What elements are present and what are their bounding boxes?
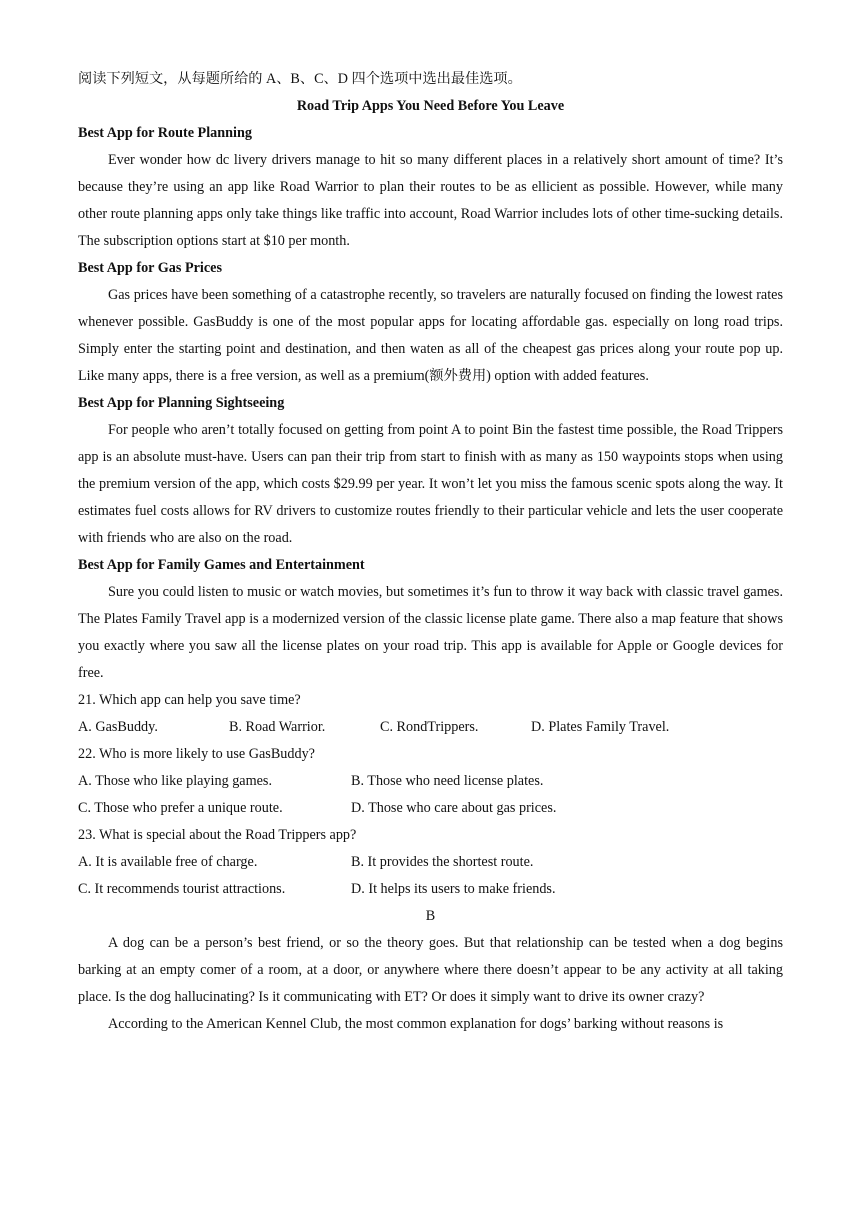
question-22-options-row-2: [78, 795, 783, 822]
section-text-route-planning: Ever wonder how dc livery drivers manage to hit so many different places in a relatively short amount of time? It’s because they’re using an app like Road Warrior to plan their routes to be as ellicient as possible. However, while many other route planning apps only take things like traffic into account, Road Warrior includes lots of other time-sucking details. The subscription options start at $10 per month.: [78, 152, 783, 249]
section-text-family-games: Sure you could listen to music or watch movies, but sometimes it’s fun to throw it way back with classic travel games. The Plates Family Travel app is a modernized version of the classic license plate game. There also a map feature that shows you exactly where you saw all the license plates on your road trip. This app is available for Apple or Google devices for free.: [78, 584, 783, 681]
document-page: [78, 66, 783, 1038]
passage-b-label: B: [425, 908, 436, 924]
question-23-options-row-2: [78, 876, 783, 903]
question-21-option-b: B. Road Warrior.: [229, 719, 326, 735]
question-23-stem: 23. What is special about the Road Trippers app?: [78, 827, 357, 843]
question-23-option-a: A. It is available free of charge.: [78, 854, 258, 870]
question-22-option-b: B. Those who need license plates.: [351, 773, 544, 789]
question-23-options-row-1: [78, 849, 783, 876]
section-text-gas-prices: Gas prices have been something of a catastrophe recently, so travelers are naturally focused on finding the lowest rates whenever possible. GasBuddy is one of the most popular apps for locating affordable gas. especially on long road trips. Simply enter the starting point and destination, and then waten as all of the cheapest gas prices along your route pop up. Like many apps, there is a free version, as well as a premium(额外费用) option with added features.: [78, 287, 783, 384]
section-heading-route-planning: Best App for Route Planning: [78, 125, 252, 141]
question-21-stem: 21. Which app can help you save time?: [78, 692, 301, 708]
question-21-option-c: C. RondTrippers.: [380, 719, 479, 735]
passage-a-title: Road Trip Apps You Need Before You Leave: [296, 98, 565, 114]
question-23-option-c: C. It recommends tourist attractions.: [78, 881, 286, 897]
question-22-option-c: C. Those who prefer a unique route.: [78, 800, 283, 816]
section-text-sightseeing: For people who aren’t totally focused on getting from point A to point Bin the fastest time possible, the Road Trippers app is an absolute must-have. Users can pan their trip from start to finish with as many as 150 waypoints stops when using the premium version of the app, which costs $29.99 per year. It won’t let you miss the famous scenic spots along the way. It estimates fuel costs allows for RV drivers to customize routes friendly to their particular vehicle and lets the user cooperate with friends who are also on the road.: [78, 422, 783, 546]
passage-b-paragraph-2: According to the American Kennel Club, the most common explanation for dogs’ barking without reasons is: [108, 1016, 724, 1032]
question-22-option-a: A. Those who like playing games.: [78, 773, 272, 789]
section-heading-sightseeing: Best App for Planning Sightseeing: [78, 395, 285, 411]
question-21-option-d: D. Plates Family Travel.: [531, 719, 670, 735]
section-heading-family-games: Best App for Family Games and Entertainment: [78, 557, 365, 573]
question-21-options: [78, 714, 783, 741]
question-21-option-a: A. GasBuddy.: [78, 719, 158, 735]
question-23-option-b: B. It provides the shortest route.: [351, 854, 534, 870]
section-heading-gas-prices: Best App for Gas Prices: [78, 260, 222, 276]
question-22-options-row-1: [78, 768, 783, 795]
question-23-option-d: D. It helps its users to make friends.: [351, 881, 556, 897]
question-22-option-d: D. Those who care about gas prices.: [351, 800, 557, 816]
question-22-stem: 22. Who is more likely to use GasBuddy?: [78, 746, 315, 762]
instruction-text: 阅读下列短文，从每题所给的 A、B、C、D 四个选项中选出最佳选项。: [78, 71, 522, 87]
passage-b-paragraph-1: A dog can be a person’s best friend, or so the theory goes. But that relationship can be tested when a dog begins barking at an empty comer of a room, at a door, or anywhere where there doesn’t appear to be any activity at all taking place. Is the dog hallucinating? Is it communicating with ET? Or does it simply want to drive its owner crazy?: [78, 935, 783, 1005]
